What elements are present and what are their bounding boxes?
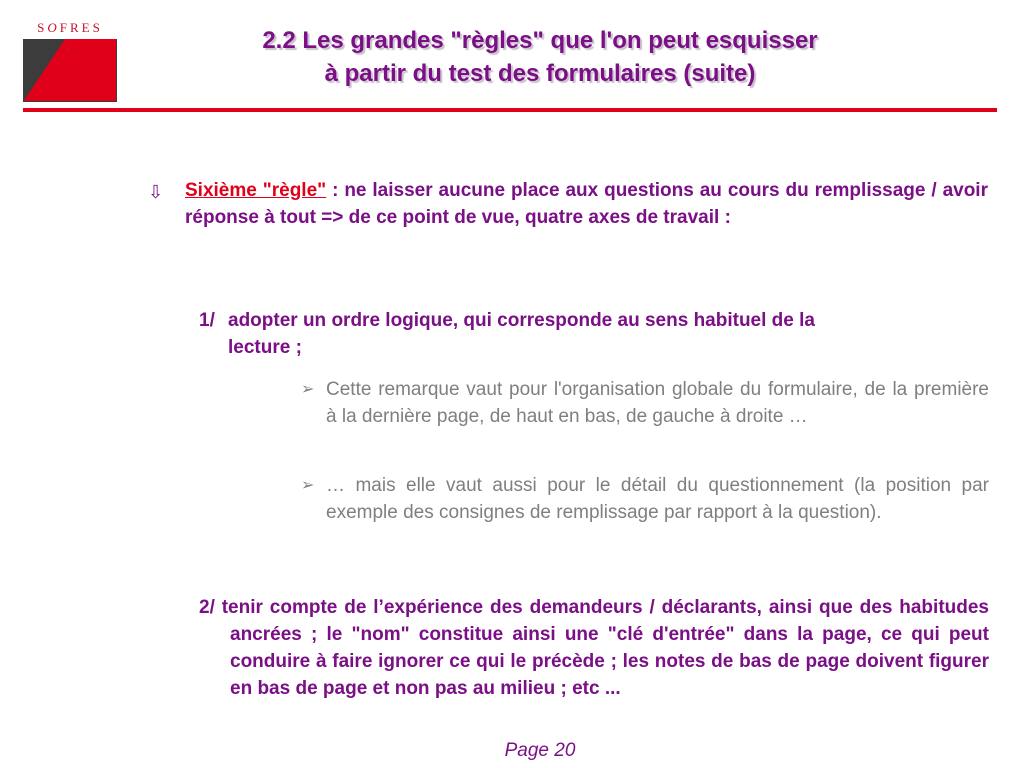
point-1 xyxy=(199,307,959,361)
sixth-rule-paragraph xyxy=(185,177,988,231)
down-arrow-icon: ⇩ xyxy=(148,182,164,202)
page-title-line1: 2.2 Les grandes "règles" que l'on peut esquisser xyxy=(262,27,818,54)
point-2: 2/ tenir compte de l’expérience des demandeurs / déclarants, ainsi que des habitudes ancrées ; le "nom" constitue ainsi une "clé d'entrée" dans la page, ce qui peut conduire à faire ignorer ce qui le précède ; les notes de bas de page doivent figurer en bas de page et non pas au milieu ; etc ... xyxy=(199,597,989,699)
sofres-logo xyxy=(23,17,117,102)
title-divider xyxy=(23,108,997,112)
arrowhead-bullet-icon: ➢ xyxy=(301,477,315,494)
sub-bullet-1 xyxy=(301,376,989,430)
point-1-number: 1/ xyxy=(199,310,215,331)
rule-label: Sixième "règle" xyxy=(185,180,327,201)
point-1-line2: lecture ; xyxy=(228,337,302,358)
sub-bullet-2-text: … mais elle vaut aussi pour le détail du questionnement (la position par exemple des consignes de remplissage par rapport à la question). xyxy=(326,475,989,523)
page-number: Page 20 xyxy=(504,740,576,761)
sub-bullet-1-text: Cette remarque vaut pour l'organisation globale du formulaire, de la première à la dernière page, de haut en bas, de gauche à droite … xyxy=(326,379,989,427)
point-1-line1: adopter un ordre logique, qui corresponde au sens habituel de la xyxy=(228,310,815,331)
logo-wordmark: SOFRES xyxy=(23,17,117,39)
page-title-line2: à partir du test des formulaires (suite) xyxy=(324,60,756,87)
rule-text: : ne laisser aucune place aux questions au cours du remplissage / avoir réponse à tout => de ce point de vue, quatre axes de travail : xyxy=(185,180,988,228)
sub-bullet-2 xyxy=(301,472,989,526)
arrowhead-bullet-icon: ➢ xyxy=(301,381,315,398)
logo-dot xyxy=(67,47,70,50)
